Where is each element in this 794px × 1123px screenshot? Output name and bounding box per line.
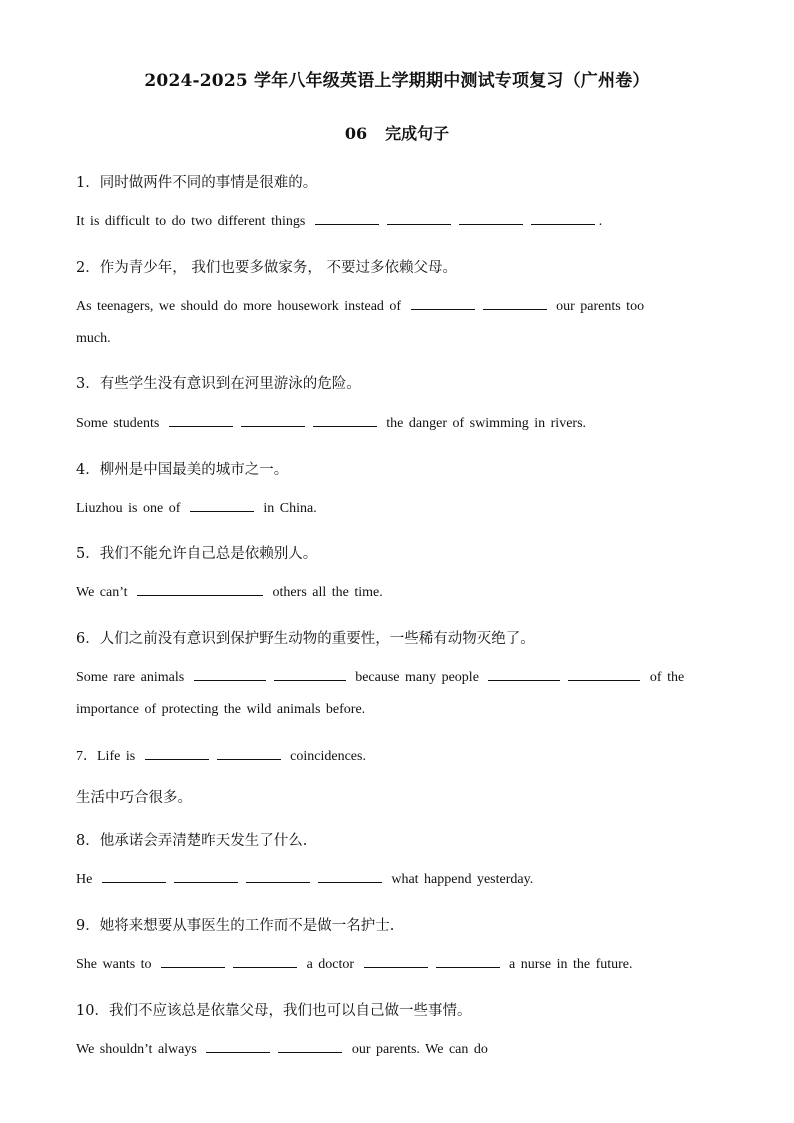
answer-blank[interactable] [145, 758, 209, 760]
answer-blank[interactable] [315, 223, 379, 225]
sentence-text: of the [649, 670, 685, 685]
answer-blank[interactable] [364, 966, 428, 968]
sentence-text: in China. [263, 501, 317, 516]
answer-blank[interactable] [568, 679, 640, 681]
answer-blank[interactable] [174, 881, 238, 883]
answer-blank[interactable] [194, 679, 266, 681]
sentence-text: because many people [355, 670, 479, 685]
question-8-sentence [76, 872, 533, 888]
sentence-text: our parents. We can do [351, 1042, 488, 1057]
answer-blank[interactable] [436, 966, 500, 968]
question-1-sentence [76, 214, 602, 230]
answer-blank[interactable] [190, 510, 254, 512]
answer-blank[interactable] [459, 223, 523, 225]
answer-blank[interactable] [206, 1051, 270, 1053]
question-3-prompt: 3．有些学生没有意识到在河里游泳的危险。 [76, 376, 361, 392]
sentence-text: our parents too [556, 299, 645, 314]
answer-blank[interactable] [483, 308, 547, 310]
answer-blank[interactable] [102, 881, 166, 883]
section-number: 06 [344, 124, 368, 143]
sentence-text: Some rare animals [76, 670, 185, 685]
answer-blank[interactable] [318, 881, 382, 883]
sentence-text: 7．Life is [76, 749, 136, 764]
sentence-text: the danger of swimming in rivers. [386, 416, 587, 431]
question-6-sentence-cont: importance of protecting the wild animals before. [76, 702, 366, 717]
sentence-text: a nurse in the future. [509, 957, 633, 972]
sentence-text: what happend yesterday. [391, 872, 534, 887]
sentence-text: Liuzhou is one of [76, 501, 181, 516]
question-7-prompt: 生活中巧合很多。 [76, 790, 192, 806]
question-2-sentence [76, 299, 644, 315]
section-heading [0, 121, 794, 144]
question-9-sentence [76, 957, 633, 973]
answer-blank[interactable] [217, 758, 281, 760]
answer-blank[interactable] [161, 966, 225, 968]
question-2-prompt: 2．作为青少年， 我们也要多做家务， 不要过多依赖父母。 [76, 260, 457, 276]
question-6-prompt: 6．人们之前没有意识到保护野生动物的重要性，一些稀有动物灭绝了。 [76, 631, 535, 647]
answer-blank[interactable] [233, 966, 297, 968]
question-1-prompt: 1．同时做两件不同的事情是很难的。 [76, 175, 318, 191]
answer-blank[interactable] [411, 308, 475, 310]
section-name: 完成句子 [385, 124, 450, 143]
sentence-text: Some students [76, 416, 160, 431]
question-3-sentence [76, 416, 586, 432]
sentence-text: As teenagers, we should do more housework instead of [76, 299, 402, 314]
answer-blank[interactable] [313, 425, 377, 427]
sentence-text: It is difficult to do two different things [76, 214, 306, 229]
answer-blank[interactable] [278, 1051, 342, 1053]
answer-blank[interactable] [274, 679, 346, 681]
sentence-text: a doctor [306, 957, 355, 972]
answer-blank[interactable] [241, 425, 305, 427]
question-6-sentence [76, 670, 684, 686]
question-8-prompt: 8．他承诺会弄清楚昨天发生了什么. [76, 833, 308, 849]
question-5-prompt: 5．我们不能允许自己总是依赖别人。 [76, 546, 318, 562]
sentence-text: We shouldn’t always [76, 1042, 197, 1057]
answer-blank[interactable] [246, 881, 310, 883]
question-10-sentence [76, 1042, 488, 1058]
question-7-sentence [76, 745, 366, 765]
question-4-prompt: 4．柳州是中国最美的城市之一。 [76, 462, 289, 478]
answer-blank[interactable] [169, 425, 233, 427]
page-title: 2024-2025 学年八年级英语上学期期中测试专项复习（广州卷） [144, 71, 650, 91]
question-10-prompt: 10．我们不应该总是依靠父母，我们也可以自己做一些事情。 [76, 1003, 472, 1019]
answer-blank[interactable] [488, 679, 560, 681]
sentence-text: coincidences. [290, 749, 366, 764]
sentence-text: We can’t [76, 585, 128, 600]
question-5-sentence [76, 585, 383, 601]
sentence-text: She wants to [76, 957, 152, 972]
question-2-sentence-cont: much. [76, 331, 111, 346]
sentence-text: He [76, 872, 93, 887]
answer-blank[interactable] [387, 223, 451, 225]
question-4-sentence [76, 501, 317, 517]
sentence-text: others all the time. [272, 585, 383, 600]
answer-blank[interactable] [531, 223, 595, 225]
answer-blank[interactable] [137, 594, 263, 596]
sentence-text: . [598, 214, 603, 229]
question-9-prompt: 9．她将来想要从事医生的工作而不是做一名护士. [76, 918, 395, 934]
